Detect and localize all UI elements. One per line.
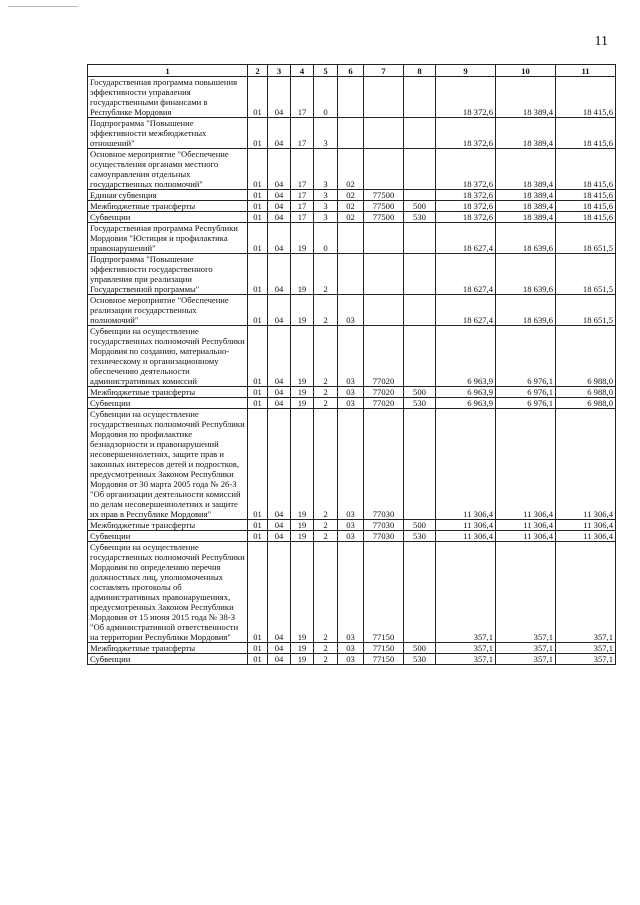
amount-cell: 11 306,4 <box>556 531 616 542</box>
code-cell: 77150 <box>364 654 404 665</box>
amount-cell: 6 988,0 <box>556 387 616 398</box>
code-cell: 03 <box>338 643 364 654</box>
amount-cell: 11 306,4 <box>436 531 496 542</box>
code-cell: 01 <box>248 118 268 149</box>
amount-cell: 18 627,4 <box>436 223 496 254</box>
code-cell: 2 <box>314 295 338 326</box>
amount-cell: 18 415,6 <box>556 201 616 212</box>
row-name-cell: Единая субвенция <box>88 190 248 201</box>
code-cell: 03 <box>338 409 364 520</box>
table-row <box>88 398 616 409</box>
code-cell: 77020 <box>364 398 404 409</box>
code-cell: 01 <box>248 387 268 398</box>
code-cell <box>404 118 436 149</box>
table-row <box>88 387 616 398</box>
table-row <box>88 223 616 254</box>
code-cell <box>364 77 404 118</box>
amount-cell: 18 639,6 <box>496 223 556 254</box>
code-cell: 04 <box>268 201 291 212</box>
code-cell: 01 <box>248 77 268 118</box>
code-cell: 01 <box>248 654 268 665</box>
code-cell: 3 <box>314 118 338 149</box>
table-body <box>88 77 616 665</box>
row-name-cell: Подпрограмма "Повышение эффективности межбюджетных отношений" <box>88 118 248 149</box>
code-cell: 2 <box>314 542 338 643</box>
code-cell: 500 <box>404 387 436 398</box>
amount-cell: 18 389,4 <box>496 190 556 201</box>
code-cell <box>404 254 436 295</box>
amount-cell: 6 963,9 <box>436 398 496 409</box>
amount-cell: 11 306,4 <box>556 520 616 531</box>
column-header-7: 7 <box>364 65 404 77</box>
amount-cell: 18 415,6 <box>556 77 616 118</box>
code-cell: 02 <box>338 212 364 223</box>
amount-cell: 357,1 <box>436 654 496 665</box>
code-cell: 01 <box>248 409 268 520</box>
row-name-cell: Государственная программа Республики Мордовия "Юстиция и профилактика правонарушений" <box>88 223 248 254</box>
code-cell: 01 <box>248 254 268 295</box>
code-cell: 500 <box>404 643 436 654</box>
code-cell: 77500 <box>364 190 404 201</box>
column-header-3: 3 <box>268 65 291 77</box>
code-cell: 04 <box>268 520 291 531</box>
table-row <box>88 77 616 118</box>
code-cell: 03 <box>338 295 364 326</box>
code-cell: 01 <box>248 149 268 190</box>
code-cell: 01 <box>248 223 268 254</box>
code-cell: 02 <box>338 190 364 201</box>
code-cell: 03 <box>338 520 364 531</box>
code-cell: 19 <box>291 531 314 542</box>
code-cell: 77020 <box>364 387 404 398</box>
code-cell: 530 <box>404 212 436 223</box>
code-cell <box>404 409 436 520</box>
code-cell: 01 <box>248 212 268 223</box>
amount-cell: 11 306,4 <box>556 409 616 520</box>
amount-cell: 11 306,4 <box>436 409 496 520</box>
amount-cell: 18 651,5 <box>556 254 616 295</box>
code-cell: 0 <box>314 77 338 118</box>
code-cell: 19 <box>291 326 314 387</box>
amount-cell: 11 306,4 <box>496 520 556 531</box>
code-cell: 04 <box>268 254 291 295</box>
amount-cell: 18 372,6 <box>436 77 496 118</box>
amount-cell: 357,1 <box>556 643 616 654</box>
code-cell: 03 <box>338 654 364 665</box>
code-cell: 04 <box>268 654 291 665</box>
code-cell: 19 <box>291 254 314 295</box>
row-name-cell: Подпрограмма "Повышение эффективности государственного управления при реализации Государственной программы" <box>88 254 248 295</box>
code-cell: 04 <box>268 190 291 201</box>
amount-cell: 18 415,6 <box>556 118 616 149</box>
amount-cell: 18 415,6 <box>556 149 616 190</box>
code-cell: 04 <box>268 118 291 149</box>
table-row <box>88 295 616 326</box>
amount-cell: 18 627,4 <box>436 254 496 295</box>
table-row <box>88 212 616 223</box>
code-cell <box>404 223 436 254</box>
amount-cell: 357,1 <box>436 542 496 643</box>
code-cell: 01 <box>248 542 268 643</box>
column-header-11: 11 <box>556 65 616 77</box>
code-cell: 04 <box>268 212 291 223</box>
code-cell: 01 <box>248 398 268 409</box>
row-name-cell: Субвенции на осуществление государственных полномочий Республики Мордовия по профилактике безнадзорности и правонарушений несовершеннолетних, защите прав и законных интересов детей и подростков, предусмотренных Законом Республики Мордовия от 30 марта 2005 года № 26-З "Об организации деятельности комиссий по делам несовершеннолетних и защите их прав в Республике Мордовия" <box>88 409 248 520</box>
code-cell: 17 <box>291 77 314 118</box>
column-header-6: 6 <box>338 65 364 77</box>
amount-cell: 18 389,4 <box>496 149 556 190</box>
code-cell: 77150 <box>364 643 404 654</box>
row-name-cell: Межбюджетные трансферты <box>88 201 248 212</box>
code-cell: 03 <box>338 398 364 409</box>
code-cell: 04 <box>268 409 291 520</box>
code-cell <box>404 295 436 326</box>
code-cell: 77030 <box>364 531 404 542</box>
code-cell <box>404 542 436 643</box>
code-cell: 03 <box>338 531 364 542</box>
amount-cell: 357,1 <box>556 542 616 643</box>
code-cell: 01 <box>248 201 268 212</box>
row-name-cell: Межбюджетные трансферты <box>88 643 248 654</box>
row-name-cell: Основное мероприятие "Обеспечение осуществления органами местного самоуправления отдельных государственных полномочий" <box>88 149 248 190</box>
code-cell: 2 <box>314 326 338 387</box>
code-cell: 2 <box>314 520 338 531</box>
code-cell: 04 <box>268 77 291 118</box>
code-cell: 2 <box>314 654 338 665</box>
code-cell: 17 <box>291 212 314 223</box>
code-cell: 530 <box>404 654 436 665</box>
code-cell: 500 <box>404 201 436 212</box>
code-cell: 01 <box>248 531 268 542</box>
code-cell: 04 <box>268 223 291 254</box>
amount-cell: 357,1 <box>436 643 496 654</box>
code-cell: 2 <box>314 387 338 398</box>
code-cell: 19 <box>291 387 314 398</box>
amount-cell: 18 372,6 <box>436 190 496 201</box>
code-cell: 3 <box>314 201 338 212</box>
column-header-1: 1 <box>88 65 248 77</box>
table-row <box>88 643 616 654</box>
amount-cell: 18 372,6 <box>436 201 496 212</box>
amount-cell: 18 627,4 <box>436 295 496 326</box>
amount-cell: 18 372,6 <box>436 118 496 149</box>
code-cell: 3 <box>314 149 338 190</box>
code-cell: 17 <box>291 190 314 201</box>
code-cell: 2 <box>314 643 338 654</box>
column-header-5: 5 <box>314 65 338 77</box>
amount-cell: 6 976,1 <box>496 326 556 387</box>
code-cell: 19 <box>291 223 314 254</box>
code-cell: 04 <box>268 398 291 409</box>
table-row <box>88 531 616 542</box>
amount-cell: 11 306,4 <box>436 520 496 531</box>
code-cell: 19 <box>291 542 314 643</box>
amount-cell: 18 639,6 <box>496 295 556 326</box>
code-cell: 04 <box>268 542 291 643</box>
code-cell: 2 <box>314 409 338 520</box>
code-cell: 17 <box>291 201 314 212</box>
amount-cell: 6 988,0 <box>556 398 616 409</box>
code-cell <box>338 223 364 254</box>
code-cell <box>338 254 364 295</box>
amount-cell: 18 415,6 <box>556 190 616 201</box>
row-name-cell: Субвенции <box>88 531 248 542</box>
row-name-cell: Субвенции <box>88 654 248 665</box>
budget-table <box>87 64 616 665</box>
code-cell: 17 <box>291 149 314 190</box>
amount-cell: 18 639,6 <box>496 254 556 295</box>
code-cell: 04 <box>268 531 291 542</box>
code-cell: 03 <box>338 326 364 387</box>
code-cell: 530 <box>404 531 436 542</box>
code-cell <box>364 295 404 326</box>
row-name-cell: Субвенции <box>88 398 248 409</box>
code-cell <box>404 77 436 118</box>
amount-cell: 11 306,4 <box>496 531 556 542</box>
column-header-8: 8 <box>404 65 436 77</box>
table-row <box>88 654 616 665</box>
code-cell: 02 <box>338 201 364 212</box>
code-cell <box>404 149 436 190</box>
code-cell: 530 <box>404 398 436 409</box>
code-cell: 03 <box>338 387 364 398</box>
scan-top-line <box>8 6 78 7</box>
table-row <box>88 409 616 520</box>
code-cell <box>364 149 404 190</box>
amount-cell: 18 415,6 <box>556 212 616 223</box>
code-cell: 3 <box>314 190 338 201</box>
code-cell: 19 <box>291 295 314 326</box>
code-cell: 01 <box>248 643 268 654</box>
code-cell: 3 <box>314 212 338 223</box>
column-header-4: 4 <box>291 65 314 77</box>
code-cell: 19 <box>291 654 314 665</box>
amount-cell: 11 306,4 <box>496 409 556 520</box>
amount-cell: 357,1 <box>496 643 556 654</box>
row-name-cell: Субвенции на осуществление государственных полномочий Республики Мордовия по определению перечня должностных лиц, уполномоченных составлять протоколы об административных правонарушениях, предусмотренных Законом Республики Мордовия от 15 июня 2015 года № 38-З "Об административной ответственности на территории Республики Мордовия" <box>88 542 248 643</box>
row-name-cell: Межбюджетные трансферты <box>88 387 248 398</box>
amount-cell: 357,1 <box>556 654 616 665</box>
code-cell: 01 <box>248 326 268 387</box>
amount-cell: 18 651,5 <box>556 223 616 254</box>
code-cell <box>338 77 364 118</box>
row-name-cell: Государственная программа повышения эффективности управления государственными финансами в Республике Мордовия <box>88 77 248 118</box>
code-cell: 500 <box>404 520 436 531</box>
table-row <box>88 149 616 190</box>
row-name-cell: Субвенции на осуществление государственных полномочий Республики Мордовия по созданию, материально-техническому и организационному обеспечению деятельности административных комиссий <box>88 326 248 387</box>
table-row <box>88 201 616 212</box>
amount-cell: 18 372,6 <box>436 149 496 190</box>
column-header-10: 10 <box>496 65 556 77</box>
code-cell: 04 <box>268 326 291 387</box>
page-number: 11 <box>594 34 608 49</box>
code-cell: 04 <box>268 295 291 326</box>
code-cell: 19 <box>291 643 314 654</box>
amount-cell: 6 963,9 <box>436 326 496 387</box>
code-cell: 04 <box>268 387 291 398</box>
code-cell: 19 <box>291 398 314 409</box>
code-cell: 19 <box>291 409 314 520</box>
code-cell: 04 <box>268 149 291 190</box>
amount-cell: 357,1 <box>496 542 556 643</box>
code-cell: 77020 <box>364 326 404 387</box>
amount-cell: 18 389,4 <box>496 77 556 118</box>
code-cell: 77500 <box>364 212 404 223</box>
code-cell <box>364 223 404 254</box>
code-cell: 01 <box>248 190 268 201</box>
code-cell: 01 <box>248 295 268 326</box>
code-cell <box>404 190 436 201</box>
row-name-cell: Субвенции <box>88 212 248 223</box>
code-cell: 2 <box>314 398 338 409</box>
code-cell: 77030 <box>364 409 404 520</box>
code-cell: 2 <box>314 254 338 295</box>
code-cell: 17 <box>291 118 314 149</box>
amount-cell: 18 372,6 <box>436 212 496 223</box>
amount-cell: 18 389,4 <box>496 201 556 212</box>
code-cell: 77500 <box>364 201 404 212</box>
code-cell: 19 <box>291 520 314 531</box>
table-row <box>88 542 616 643</box>
amount-cell: 18 389,4 <box>496 118 556 149</box>
code-cell: 04 <box>268 643 291 654</box>
amount-cell: 6 963,9 <box>436 387 496 398</box>
code-cell: 77030 <box>364 520 404 531</box>
code-cell: 01 <box>248 520 268 531</box>
code-cell: 2 <box>314 531 338 542</box>
table-row <box>88 520 616 531</box>
column-header-2: 2 <box>248 65 268 77</box>
table-row <box>88 326 616 387</box>
code-cell: 0 <box>314 223 338 254</box>
amount-cell: 6 976,1 <box>496 398 556 409</box>
code-cell <box>364 254 404 295</box>
table-row <box>88 190 616 201</box>
amount-cell: 6 976,1 <box>496 387 556 398</box>
code-cell <box>338 118 364 149</box>
table-row <box>88 254 616 295</box>
amount-cell: 18 389,4 <box>496 212 556 223</box>
column-header-9: 9 <box>436 65 496 77</box>
row-name-cell: Основное мероприятие "Обеспечение реализации государственных полномочий" <box>88 295 248 326</box>
code-cell: 02 <box>338 149 364 190</box>
code-cell: 03 <box>338 542 364 643</box>
table-row <box>88 118 616 149</box>
amount-cell: 18 651,5 <box>556 295 616 326</box>
code-cell <box>364 118 404 149</box>
amount-cell: 357,1 <box>496 654 556 665</box>
amount-cell: 6 988,0 <box>556 326 616 387</box>
row-name-cell: Межбюджетные трансферты <box>88 520 248 531</box>
code-cell <box>404 326 436 387</box>
code-cell: 77150 <box>364 542 404 643</box>
table-header-row <box>88 65 616 77</box>
